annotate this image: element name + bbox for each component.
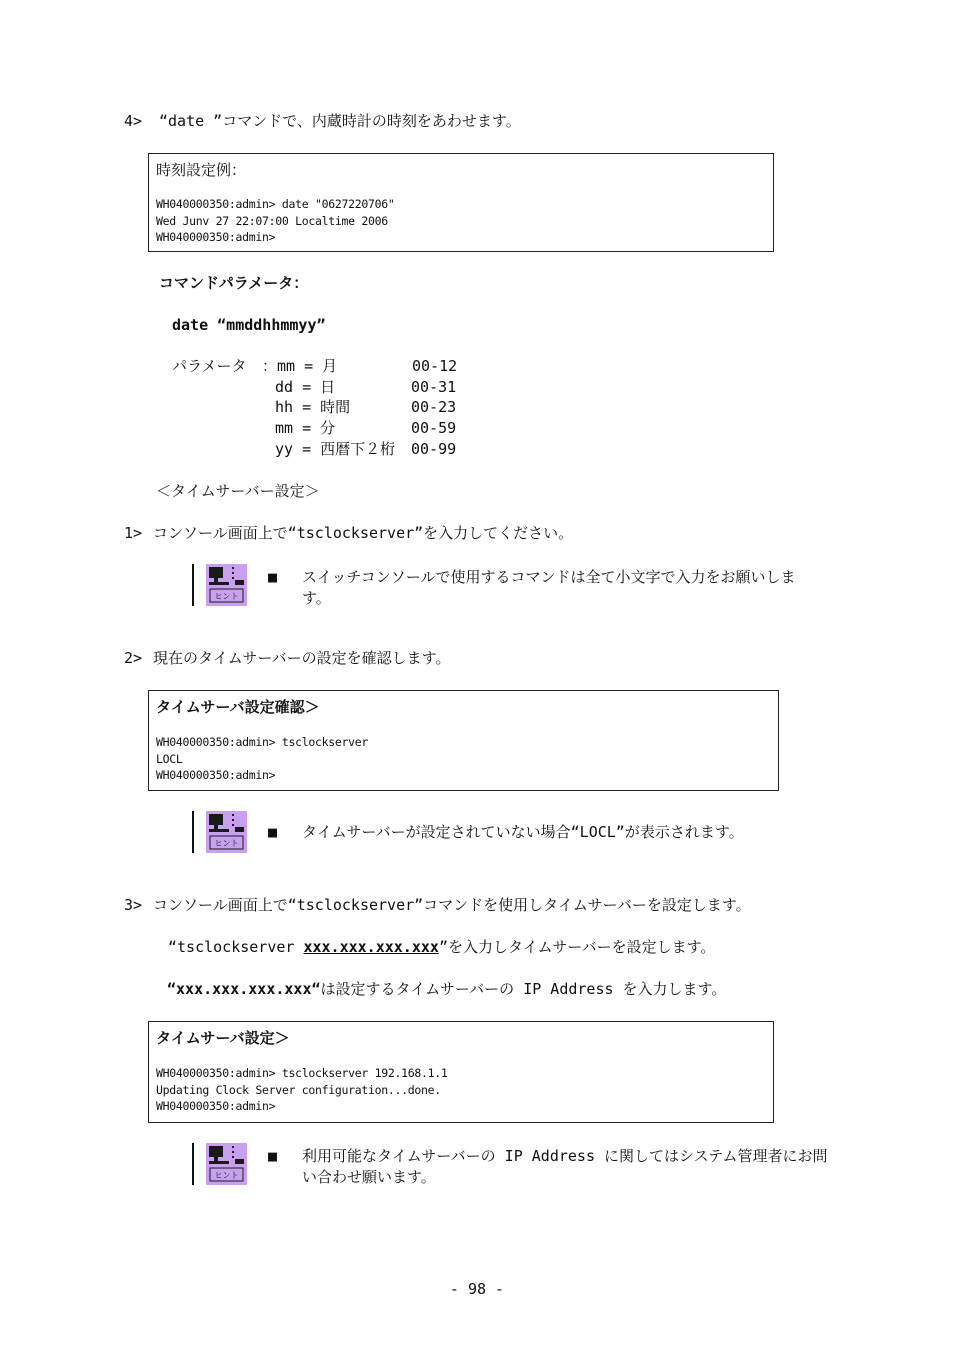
hint-bullet: ■ <box>268 823 278 841</box>
hint-note-1 <box>192 564 852 608</box>
hint-bullet: ■ <box>268 568 278 586</box>
time-server-confirm-box <box>148 690 779 791</box>
parameter-label: パラメータ <box>172 357 247 375</box>
hint-bar <box>192 1143 194 1185</box>
time-server-set-box <box>148 1021 774 1123</box>
code-line: WH040000350:admin> tsclockserver 192.168.1.1 <box>156 1066 448 1080</box>
date-example-box <box>148 153 774 252</box>
step-3-text: コンソール画面上で“tsclockserver”コマンドを使用しタイムサーバーを設定します。 <box>153 896 751 914</box>
command-syntax: date “mmddhhmmyy” <box>172 316 326 334</box>
step-3-number: 3> <box>124 896 143 914</box>
step-2-text: 現在のタイムサーバーの設定を確認します。 <box>153 649 451 667</box>
hint-text-line: スイッチコンソールで使用するコマンドは全て小文字で入力をお願いしま <box>302 568 796 586</box>
hint-icon <box>206 1143 247 1185</box>
code-line: WH040000350:admin> <box>156 768 276 782</box>
parameter-range: 00-99 <box>411 440 457 458</box>
parameter-code: yy = 西暦下２桁 <box>275 440 396 458</box>
parameter-range: 00-31 <box>411 378 457 396</box>
hint-bar <box>192 564 194 606</box>
code-line: Wed Junv 27 22:07:00 Localtime 2006 <box>156 213 388 228</box>
instruction-suffix: ”を入力しタイムサーバーを設定します。 <box>438 938 716 956</box>
code-line: Updating Clock Server configuration...done. <box>156 1082 441 1097</box>
hint-icon-label: ヒント <box>214 592 239 601</box>
code-line: LOCL <box>156 751 183 766</box>
step-1-number: 1> <box>124 524 143 542</box>
step-3-note <box>167 979 726 999</box>
code-line: WH040000350:admin> <box>156 1099 276 1113</box>
code-line: WH040000350:admin> tsclockserver <box>156 735 368 749</box>
date-example-caption: 時刻設定例： <box>156 161 247 179</box>
parameter-range: 00-59 <box>411 419 457 437</box>
ip-placeholder-quoted: “xxx.xxx.xxx.xxx“ <box>167 980 321 998</box>
step-3-instruction <box>168 937 715 957</box>
hint-text-line: す。 <box>302 589 331 607</box>
code-line: WH040000350:admin> date "0627220706" <box>156 197 395 211</box>
page-number: - 98 - <box>449 1280 505 1298</box>
hint-icon <box>206 564 247 606</box>
time-server-heading: ＜タイムサーバー設定＞ <box>156 482 320 500</box>
hint-icon-label: ヒント <box>214 839 239 848</box>
hint-text-line: い合わせ願います。 <box>302 1168 436 1186</box>
hint-bar <box>192 811 194 853</box>
hint-icon <box>206 811 247 853</box>
confirm-box-caption: タイムサーバ設定確認＞ <box>156 698 320 716</box>
command-parameter-label: コマンドパラメータ： <box>159 274 309 292</box>
step-4-number: 4> <box>124 112 143 130</box>
step-2-number: 2> <box>124 649 143 667</box>
parameter-code: dd = 日 <box>275 378 336 396</box>
set-box-caption: タイムサーバ設定＞ <box>156 1029 290 1047</box>
parameter-code: hh = 時間 <box>275 398 351 416</box>
hint-note-2 <box>192 811 852 855</box>
parameter-code: mm = 分 <box>275 419 336 437</box>
note-text: は設定するタイムサーバーの IP Address を入力します。 <box>320 980 727 998</box>
step-4-text: “date ”コマンドで、内蔵時計の時刻をあわせます。 <box>159 112 521 130</box>
instruction-prefix: “tsclockserver <box>168 938 304 956</box>
hint-bullet: ■ <box>268 1147 278 1165</box>
code-line: WH040000350:admin> <box>156 230 276 244</box>
hint-text-line: 利用可能なタイムサーバーの IP Address に関してはシステム管理者にお問 <box>302 1147 828 1165</box>
parameter-code: ：mm = 月 <box>262 357 338 375</box>
hint-text-line: タイムサーバーが設定されていない場合“LOCL”が表示されます。 <box>302 823 744 841</box>
hint-note-3 <box>192 1143 852 1187</box>
parameter-range: 00-23 <box>411 398 457 416</box>
ip-placeholder: xxx.xxx.xxx.xxx <box>303 938 439 956</box>
hint-icon-label: ヒント <box>214 1171 239 1180</box>
step-1-text: コンソール画面上で“tsclockserver”を入力してください。 <box>153 524 574 542</box>
parameter-range: 00-12 <box>412 357 458 375</box>
